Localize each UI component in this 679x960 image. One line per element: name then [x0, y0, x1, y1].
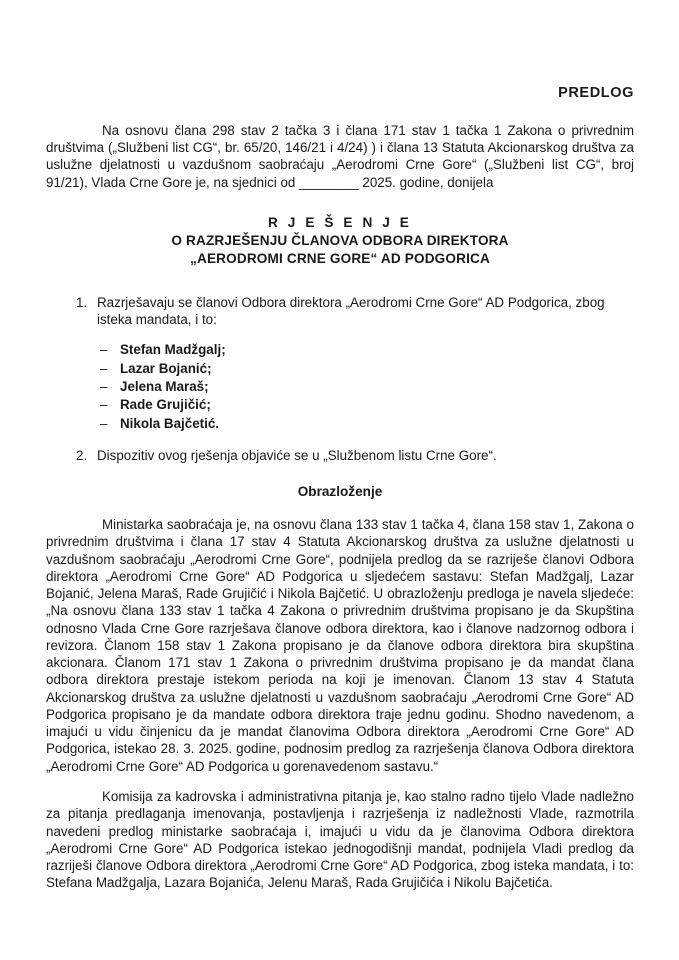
intro-paragraph: Na osnovu člana 298 stav 2 tačka 3 i člana 171 stav 1 tačka 1 Zakona o privrednim društvima („Službeni list CG“, br. 65/20, 146/21 i 4/24) ) i člana 13 Statuta Akcionarskog društva za uslužne djelatnosti u vazdušnom saobraćaju „Aerodromi Crne Gore“ („Službeni list CG“, broj 91/21), Vlada Crne Gore je, na sjednici od ________ 2025. godine, donijela [46, 123, 634, 190]
decision-title-line-3: „AERODROMI CRNE GORE“ AD PODGORICA [190, 250, 490, 266]
clause-text: Razrješavaju se članovi Odbora direktora „Aerodromi Crne Gore“ AD Podgorica, zbog isteka mandata, i to: [97, 294, 605, 328]
member-name: Rade Grujičić; [120, 397, 211, 413]
decision-title-line-1: R J E Š E N J E [268, 214, 412, 230]
dash-bullet-icon: – [100, 342, 108, 358]
member-list-item [46, 396, 634, 414]
explanation-paragraph-2: Komisija za kadrovska i administrativna pitanja je, kao stalno radno tijelo Vlade nadležno za pitanja predlaganja imenovanja, postavljenja i razrješenja iz nadležnosti Vlade, razmotrila navedeni predlog ministarke saobraćaja i, imajući u vidu da je članovima Odbora direktora „Aerodromi Crne Gore“ AD Podgorica istekao jednogodišnji mandat, podnijela Vladi predlog da razriješi članove Odbora direktora „Aerodromi Crne Gore“ AD Podgorica, zbog isteka mandata, i to: Stefana Madžgalja, Lazara Bojanića, Jelenu Maraš, Rada Grujičića i Nikolu Bajčetića. [46, 789, 634, 891]
member-list-item [46, 415, 634, 433]
clause-number: 2. [76, 448, 88, 464]
decision-title-block [46, 214, 634, 268]
clause-number: 1. [76, 294, 88, 310]
member-list-item [46, 341, 634, 359]
clause-item [46, 294, 634, 328]
clause-list [46, 294, 634, 465]
dash-bullet-icon: – [100, 397, 108, 413]
member-name-list [46, 341, 634, 433]
member-name: Lazar Bojanić; [120, 360, 212, 376]
document-header [46, 0, 634, 102]
clause-text: Dispozitiv ovog rješenja objaviće se u „Službenom listu Crne Gore“. [97, 448, 497, 464]
member-name: Jelena Maraš; [120, 379, 209, 395]
explanation-paragraph-1: Ministarka saobraćaja je, na osnovu člana 133 stav 1 tačka 4, člana 158 stav 1, Zakona o privrednim društvima i člana 17 stav 4 Statuta Akcionarskog društva za uslužne djelatnosti u vazdušnom saobraćaju „Aerodromi Crne Gore“, podnijela predlog da se razriješe članovi Odbora direktora „Aerodromi Crne Gore“ AD Podgorica u sljedećem sastavu: Stefan Madžgalj, Lazar Bojanić, Jelena Maraš, Rade Grujičić i Nikola Bajčetić. U obrazloženju predloga je navela sljedeće: „Na osnovu člana 133 stav 1 tačka 4 Zakona o privrednim društvima propisano je da Skupština odnosno Vlada Crne Gore razrješava članove odbora direktora, kao i članove nadzornog odbora i revizora. Članom 158 stav 1 Zakona propisano je da članove odbora direktora bira skupština akcionara. Članom 171 stav 1 Zakona o privrednim društvima propisano je da mandat člana odbora direktora prestaje istekom perioda na koji je imenovan. Članom 13 stav 4 Statuta Akcionarskog društva za uslužne djelatnosti u vazdušnom saobraćaju „Aerodromi Crne Gore“ AD Podgorica propisano je da mandate odbora direktora traje jednu godinu. Shodno navedenom, a imajući u vidu činjenicu da je mandat članovima Odbora direktora „Aerodromi Crne Gore“ AD Podgorica, istekao 28. 3. 2025. godine, podnosim predlog za razrješenja članova Odbora direktora „Aerodromi Crne Gore“ AD Podgorica u gorenavedenom sastavu.“ [46, 517, 634, 774]
dash-bullet-icon: – [100, 415, 108, 431]
explanation-heading: Obrazloženje [297, 484, 383, 500]
member-name: Nikola Bajčetić. [120, 415, 219, 431]
member-list-item [46, 378, 634, 396]
member-list-item [46, 360, 634, 378]
member-name: Stefan Madžgalj; [120, 342, 226, 358]
decision-title-line-2: O RAZRJEŠENJU ČLANOVA ODBORA DIREKTORA [171, 232, 509, 248]
predlog-label: PREDLOG [558, 85, 634, 101]
dash-bullet-icon: – [100, 379, 108, 395]
clause-item [46, 447, 634, 464]
dash-bullet-icon: – [100, 360, 108, 376]
